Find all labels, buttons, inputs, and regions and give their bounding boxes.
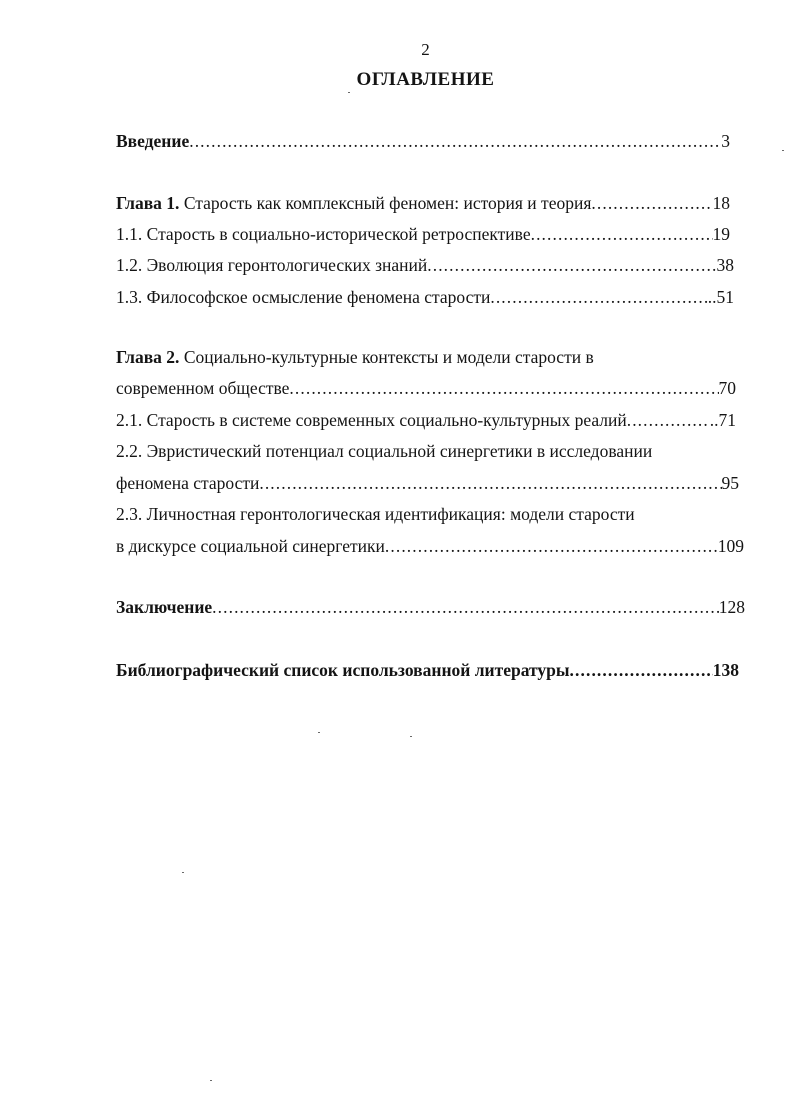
toc-entry-page: 95 (721, 473, 739, 493)
toc-entry-page: 109 (717, 536, 744, 556)
toc-entry-page: 38 (716, 255, 734, 275)
toc-entry-section-2-2[interactable] (116, 472, 739, 494)
toc-entry-label: 1.1. Старость в социально-исторической ретроспективе (116, 224, 531, 244)
scan-speck (348, 92, 350, 93)
chapter-title: Старость как комплексный феномен: история и теория (179, 193, 592, 213)
dot-leader (531, 223, 713, 245)
toc-entry-section-2-1[interactable] (116, 409, 736, 431)
toc-entry-page: 128 (718, 597, 745, 617)
toc-title: ОГЛАВЛЕНИЕ (356, 69, 495, 90)
scan-speck (182, 872, 184, 873)
toc-entry-label: Библиографический список использованной литературы (116, 660, 570, 680)
toc-entry-label (116, 192, 591, 214)
toc-entry-chapter-2-title[interactable] (116, 346, 594, 368)
chapter-title: Социально-культурные контексты и модели старости в (179, 347, 594, 367)
toc-entry-label: 2.1. Старость в системе современных социально-культурных реалий (116, 410, 627, 430)
dot-leader (591, 192, 712, 214)
dot-leader (427, 254, 716, 276)
toc-entry-conclusion[interactable] (116, 596, 745, 618)
dot-leader (490, 286, 707, 308)
toc-entry-label: современном обществе (116, 378, 290, 398)
scan-speck (410, 736, 412, 737)
toc-entry-bibliography[interactable] (116, 659, 739, 681)
toc-entry-page: ..71 (709, 410, 736, 430)
toc-entry-page: 3 (721, 131, 730, 151)
dot-leader (570, 659, 713, 681)
chapter-number: Глава 2. (116, 347, 180, 367)
toc-entry-section-2-2-title[interactable]: 2.2. Эвристический потенциал социальной синергетики в исследовании (116, 441, 653, 461)
page-number: 2 (421, 40, 430, 59)
toc-entry-section-1-1[interactable] (116, 223, 730, 245)
toc-entry-label: 1.3. Философское осмысление феномена старости (116, 287, 491, 307)
toc-entry-section-1-2[interactable] (116, 254, 734, 276)
scan-speck (210, 1080, 212, 1081)
toc-entry-page: 138 (712, 660, 739, 680)
toc-entry-label: Заключение (116, 597, 213, 617)
toc-entry-label: феномена старости (116, 473, 260, 493)
chapter-number: Глава 1. (116, 193, 180, 213)
toc-entry-label: Введение (116, 131, 190, 151)
dot-leader (212, 596, 719, 618)
toc-entry-section-2-3[interactable] (116, 535, 744, 557)
toc-entry-page: ..51 (707, 287, 734, 307)
toc-entry-page: 19 (712, 224, 730, 244)
scan-speck (318, 732, 320, 733)
toc-entry-chapter-2[interactable] (116, 377, 736, 399)
toc-entry-section-2-3-title[interactable]: 2.3. Личностная геронтологическая идентификация: модели старости (116, 504, 635, 524)
dot-leader (627, 409, 710, 431)
toc-entry-label: 1.2. Эволюция геронтологических знаний (116, 255, 428, 275)
toc-entry-label: в дискурсе социальной синергетики (116, 536, 385, 556)
dot-leader (259, 472, 721, 494)
toc-entry-chapter-1[interactable] (116, 192, 730, 214)
scan-speck (782, 150, 784, 151)
dot-leader (385, 535, 718, 557)
toc-entry-section-1-3[interactable] (116, 286, 734, 308)
toc-entry-page: 18 (712, 193, 730, 213)
dot-leader (189, 130, 721, 152)
toc-entry-introduction[interactable] (116, 130, 730, 152)
dot-leader (289, 377, 718, 399)
toc-entry-page: 70 (718, 378, 736, 398)
